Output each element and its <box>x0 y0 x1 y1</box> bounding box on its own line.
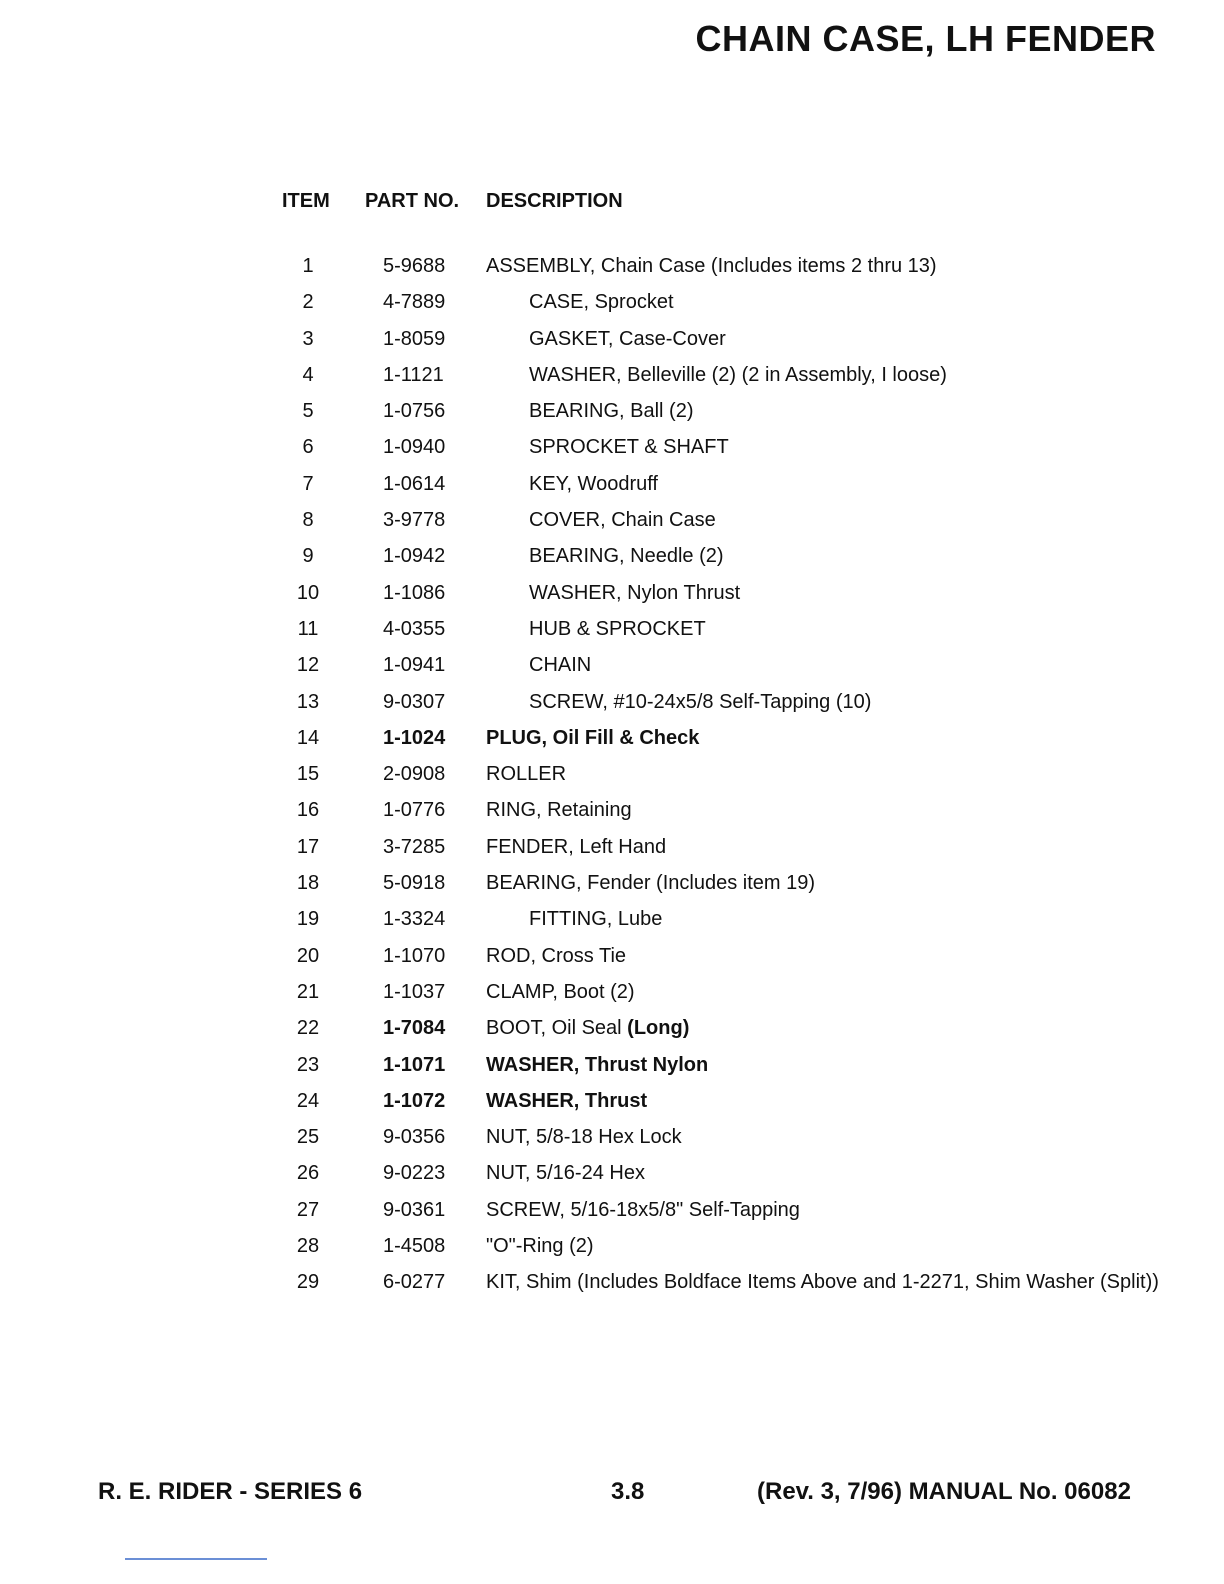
table-row <box>0 1047 1224 1083</box>
item-number: 14 <box>296 726 320 749</box>
part-description-text: BOOT, Oil Seal <box>486 1017 622 1040</box>
item-number: 9 <box>302 545 314 568</box>
table-row <box>0 284 1224 320</box>
part-description-text: CHAIN <box>529 654 592 677</box>
part-number: 1-1037 <box>383 980 446 1003</box>
part-number: 1-4508 <box>383 1235 446 1258</box>
table-row <box>0 538 1224 574</box>
part-description-text: "O"-Ring (2) <box>486 1235 594 1258</box>
part-description-text: RING, Retaining <box>486 799 632 822</box>
item-number: 19 <box>296 908 320 931</box>
part-number: 1-8059 <box>383 327 446 350</box>
part-description <box>486 248 937 284</box>
part-description <box>529 538 724 574</box>
part-description-text: NUT, 5/8-18 Hex Lock <box>486 1126 682 1149</box>
part-description <box>486 1192 800 1228</box>
part-description <box>529 284 674 320</box>
part-description <box>486 829 666 865</box>
part-number: 1-0942 <box>383 545 446 568</box>
table-row <box>0 393 1224 429</box>
part-description-text: ROLLER <box>486 763 567 786</box>
table-row <box>0 357 1224 393</box>
part-description <box>529 321 726 357</box>
part-number: 1-0756 <box>383 400 446 423</box>
part-description <box>529 611 706 647</box>
part-number: 5-9688 <box>383 255 446 277</box>
table-row <box>0 321 1224 357</box>
part-number: 3-9778 <box>383 509 446 532</box>
part-description <box>486 1119 682 1155</box>
part-description <box>529 647 591 683</box>
part-description-text: ROD, Cross Tie <box>486 944 627 967</box>
part-number: 4-7889 <box>383 291 446 314</box>
part-description <box>529 901 662 937</box>
table-row <box>0 1083 1224 1119</box>
table-row <box>0 1119 1224 1155</box>
part-description <box>529 466 658 502</box>
item-number: 13 <box>296 690 320 713</box>
footer-manual-number: (Rev. 3, 7/96) MANUAL No. 06082 <box>757 1478 1131 1505</box>
parts-list <box>0 248 1224 1340</box>
item-number: 1 <box>302 255 314 277</box>
item-number: 20 <box>296 944 320 967</box>
part-description-text: WASHER, Thrust Nylon <box>486 1053 709 1076</box>
part-number: 9-0223 <box>383 1162 446 1185</box>
item-column-header: ITEM <box>282 190 330 212</box>
part-description-text: COVER, Chain Case <box>529 509 716 532</box>
part-description-text: SCREW, #10-24x5/8 Self-Tapping (10) <box>529 690 872 713</box>
item-number: 11 <box>297 617 319 640</box>
part-number: 1-1072 <box>383 1089 446 1112</box>
part-description-text: PLUG, Oil Fill & Check <box>486 726 700 749</box>
part-description <box>529 502 716 538</box>
part-number: 1-0776 <box>383 799 446 822</box>
table-row <box>0 901 1224 937</box>
table-row <box>0 466 1224 502</box>
part-number: 5-0918 <box>383 872 446 895</box>
footer-page-number: 3.8 <box>611 1478 645 1505</box>
table-row <box>0 1155 1224 1191</box>
item-number: 5 <box>302 400 314 423</box>
part-description <box>486 1047 708 1083</box>
table-header <box>0 190 1224 220</box>
item-number: 12 <box>296 654 320 677</box>
table-row <box>0 720 1224 756</box>
part-description-text: NUT, 5/16-24 Hex <box>486 1162 645 1185</box>
part-description <box>486 720 699 756</box>
item-number: 6 <box>302 436 314 459</box>
part-description-text: FITTING, Lube <box>529 908 663 931</box>
part-description-text: CASE, Sprocket <box>529 291 674 314</box>
part-number: 9-0307 <box>383 690 446 713</box>
part-number: 1-0614 <box>383 472 446 495</box>
part-number: 2-0908 <box>383 763 446 786</box>
table-row <box>0 1192 1224 1228</box>
table-row <box>0 1264 1224 1340</box>
footer-product: R. E. RIDER - SERIES 6 <box>98 1478 363 1505</box>
table-row <box>0 429 1224 465</box>
table-row <box>0 502 1224 538</box>
part-description-text: SPROCKET & SHAFT <box>529 436 729 459</box>
part-number: 1-1086 <box>383 581 446 604</box>
table-row <box>0 248 1224 284</box>
item-number: 29 <box>296 1271 320 1294</box>
part-number: 1-1070 <box>383 944 446 967</box>
table-row <box>0 974 1224 1010</box>
part-description-suffix: (Long) <box>627 1017 690 1040</box>
part-description-text: BEARING, Fender (Includes item 19) <box>486 872 816 895</box>
part-number: 1-1121 <box>383 363 444 386</box>
part-description-text: WASHER, Belleville (2) (2 in Assembly, I loose) <box>529 363 947 386</box>
part-description <box>486 1010 689 1046</box>
part-description <box>486 1264 1159 1300</box>
part-number: 9-0356 <box>383 1126 446 1149</box>
part-description <box>529 393 693 429</box>
table-row <box>0 1010 1224 1046</box>
part-description <box>486 1083 647 1119</box>
table-row <box>0 611 1224 647</box>
part-description-text: GASKET, Case-Cover <box>529 327 726 350</box>
part-description-text: KEY, Woodruff <box>529 472 658 495</box>
part-description <box>486 792 632 828</box>
part-description-text: SCREW, 5/16-18x5/8" Self-Tapping <box>486 1198 800 1221</box>
item-number: 27 <box>296 1198 320 1221</box>
part-description-text: ASSEMBLY, Chain Case (Includes items 2 thru 13) <box>486 255 937 277</box>
table-row <box>0 792 1224 828</box>
item-number: 4 <box>302 363 314 386</box>
part-description <box>486 865 815 901</box>
item-number: 18 <box>296 872 320 895</box>
part-description-text: WASHER, Nylon Thrust <box>529 581 741 604</box>
page-title: CHAIN CASE, LH FENDER <box>695 18 1156 59</box>
item-number: 24 <box>296 1089 320 1112</box>
item-number: 3 <box>302 327 314 350</box>
part-number: 1-3324 <box>383 908 446 931</box>
table-row <box>0 938 1224 974</box>
part-number: 1-7084 <box>383 1017 446 1040</box>
part-description-text: FENDER, Left Hand <box>486 835 667 858</box>
part-number: 1-1071 <box>383 1053 446 1076</box>
part-description-text: BEARING, Needle (2) <box>529 545 724 568</box>
item-number: 15 <box>296 763 320 786</box>
item-number: 22 <box>296 1017 320 1040</box>
table-row <box>0 756 1224 792</box>
part-description-text: BEARING, Ball (2) <box>529 400 694 423</box>
part-description <box>486 1155 645 1191</box>
table-row <box>0 1228 1224 1264</box>
part-description <box>529 429 729 465</box>
table-row <box>0 829 1224 865</box>
part-description-text: KIT, Shim (Includes Boldface Items Above and 1-2271, Shim Washer (Split)) <box>486 1271 1159 1294</box>
description-column-header: DESCRIPTION <box>486 190 623 212</box>
item-number: 23 <box>296 1053 320 1076</box>
part-description <box>486 756 566 792</box>
part-number: 3-7285 <box>383 835 446 858</box>
part-no-column-header: PART NO. <box>365 190 460 212</box>
item-number: 10 <box>296 581 320 604</box>
item-number: 26 <box>296 1162 320 1185</box>
part-description <box>486 974 635 1010</box>
table-row <box>0 684 1224 720</box>
part-description-text: HUB & SPROCKET <box>529 617 706 640</box>
item-number: 28 <box>296 1235 320 1258</box>
table-row <box>0 575 1224 611</box>
item-number: 2 <box>302 291 314 314</box>
part-number: 1-1024 <box>383 726 446 749</box>
part-number: 9-0361 <box>383 1198 446 1221</box>
item-number: 17 <box>296 835 320 858</box>
page-footer <box>0 1478 1224 1514</box>
item-number: 7 <box>302 472 314 495</box>
part-description <box>486 938 626 974</box>
item-number: 8 <box>302 509 314 532</box>
part-number: 4-0355 <box>383 617 446 640</box>
part-description <box>529 684 871 720</box>
part-description-text: CLAMP, Boot (2) <box>486 980 635 1003</box>
part-number: 6-0277 <box>383 1271 446 1294</box>
part-description-text: WASHER, Thrust <box>486 1089 648 1112</box>
part-description <box>486 1228 594 1264</box>
part-number: 1-0941 <box>383 654 446 677</box>
item-number: 16 <box>296 799 320 822</box>
scan-artifact-line <box>125 1558 267 1560</box>
part-description <box>529 357 947 393</box>
table-row <box>0 647 1224 683</box>
item-number: 21 <box>296 980 320 1003</box>
table-row <box>0 865 1224 901</box>
part-description <box>529 575 740 611</box>
part-number: 1-0940 <box>383 436 446 459</box>
item-number: 25 <box>296 1126 320 1149</box>
